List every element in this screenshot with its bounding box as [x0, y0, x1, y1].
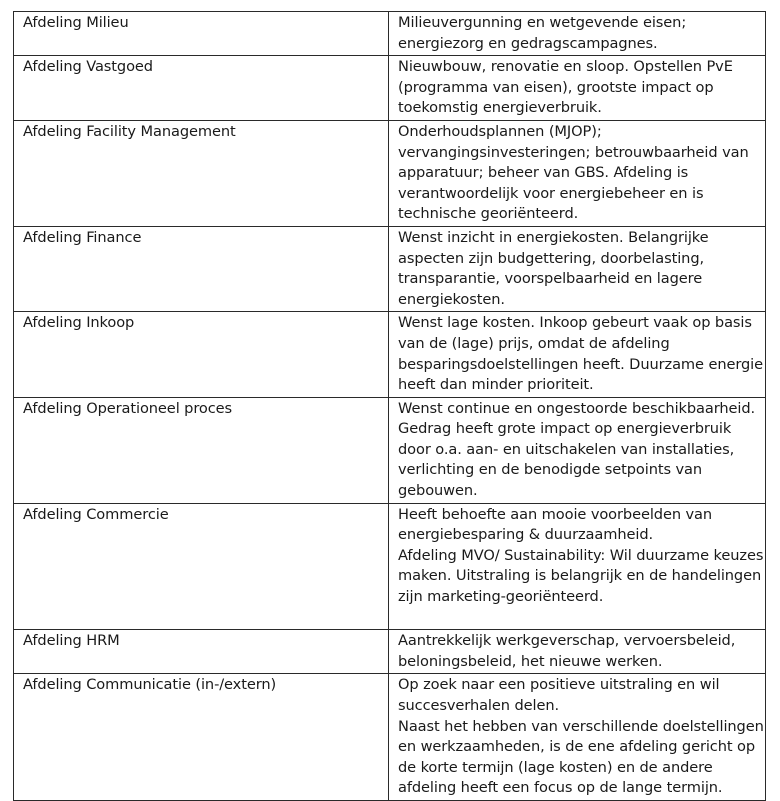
- table-row: [14, 120, 766, 226]
- description-line: Wenst lage kosten. Inkoop gebeurt vaak op basis: [398, 314, 752, 332]
- description-line: afdeling heeft een focus op de lange termijn.: [398, 779, 723, 797]
- description-line: Afdeling MVO/ Sustainability: Wil duurzame keuzes: [398, 546, 764, 564]
- department-cell: [14, 503, 389, 630]
- description-cell: [389, 397, 766, 503]
- description-line: energiekosten.: [398, 290, 505, 308]
- department-cell: [14, 674, 389, 801]
- department-name: Afdeling HRM: [23, 632, 120, 650]
- description-cell: [389, 674, 766, 801]
- description-line: vervangingsinvesteringen; betrouwbaarheid van: [398, 143, 749, 161]
- description-line: besparingsdoelstellingen heeft. Duurzame energie: [398, 355, 764, 373]
- description-line: Op zoek naar een positieve uitstraling en wil: [398, 676, 720, 694]
- description-cell: [389, 630, 766, 674]
- department-cell: [14, 12, 389, 56]
- description-line: door o.a. aan- en uitschakelen van installaties,: [398, 440, 735, 458]
- description-line: Heeft behoefte aan mooie voorbeelden van: [398, 505, 713, 523]
- description-line: gebouwen.: [398, 482, 478, 500]
- department-name: Afdeling Operationeel proces: [23, 399, 233, 417]
- department-cell: [14, 56, 389, 121]
- blank-line: [398, 608, 756, 629]
- description-line: transparantie, voorspelbaarheid en lagere: [398, 270, 703, 288]
- description-line: beloningsbeleid, het nieuwe werken.: [398, 652, 663, 670]
- department-cell: [14, 226, 389, 311]
- department-name: Afdeling Facility Management: [23, 122, 236, 140]
- table-body: [14, 12, 766, 801]
- description-line: van de (lage) prijs, omdat de afdeling: [398, 334, 670, 352]
- department-table: [13, 11, 766, 801]
- description-line: de korte termijn (lage kosten) en de andere: [398, 758, 713, 776]
- description-line: heeft dan minder prioriteit.: [398, 376, 594, 394]
- department-cell: [14, 312, 389, 397]
- description-line: Nieuwbouw, renovatie en sloop. Opstellen PvE: [398, 58, 733, 76]
- description-cell: [389, 120, 766, 226]
- description-line: Wenst continue en ongestoorde beschikbaarheid.: [398, 399, 756, 417]
- description-line: succesverhalen delen.: [398, 697, 560, 714]
- department-cell: [14, 120, 389, 226]
- department-name: Afdeling Vastgoed: [23, 58, 153, 76]
- table-row: [14, 312, 766, 397]
- description-line: aspecten zijn budgettering, doorbelasting,: [398, 249, 705, 267]
- department-cell: [14, 630, 389, 674]
- description-line: toekomstig energieverbruik.: [398, 99, 602, 117]
- description-cell: [389, 312, 766, 397]
- department-name: Afdeling Milieu: [23, 14, 129, 31]
- description-line: verlichting en de benodigde setpoints van: [398, 461, 703, 479]
- description-line: apparatuur; beheer van GBS. Afdeling is: [398, 164, 689, 182]
- description-line: energiebesparing & duurzaamheid.: [398, 526, 654, 544]
- description-cell: [389, 56, 766, 121]
- description-line: Gedrag heeft grote impact op energieverbruik: [398, 420, 732, 438]
- department-name: Afdeling Communicatie (in-/extern): [23, 676, 277, 694]
- department-name: Afdeling Finance: [23, 228, 142, 246]
- table-row: [14, 503, 766, 630]
- description-line: Naast het hebben van verschillende doelstellingen: [398, 717, 764, 735]
- description-line: technische georiënteerd.: [398, 205, 579, 223]
- description-line: Onderhoudsplannen (MJOP);: [398, 122, 602, 140]
- description-cell: [389, 503, 766, 630]
- description-line: Milieuvergunning en wetgevende eisen;: [398, 14, 687, 31]
- description-line: (programma van eisen), grootste impact op: [398, 78, 714, 96]
- description-line: zijn marketing-georiënteerd.: [398, 588, 604, 606]
- table-row: [14, 12, 766, 56]
- description-cell: [389, 12, 766, 56]
- description-line: energiezorg en gedragscampagnes.: [398, 34, 658, 52]
- table-row: [14, 226, 766, 311]
- table-row: [14, 56, 766, 121]
- table-row: [14, 674, 766, 801]
- description-line: Aantrekkelijk werkgeverschap, vervoersbeleid,: [398, 632, 736, 650]
- description-cell: [389, 226, 766, 311]
- table-row: [14, 630, 766, 674]
- department-name: Afdeling Commercie: [23, 505, 169, 523]
- department-cell: [14, 397, 389, 503]
- description-line: maken. Uitstraling is belangrijk en de handelingen: [398, 567, 762, 585]
- department-name: Afdeling Inkoop: [23, 314, 135, 332]
- description-line: verantwoordelijk voor energiebeheer en is: [398, 184, 704, 202]
- table-row: [14, 397, 766, 503]
- description-line: en werkzaamheden, is de ene afdeling gericht op: [398, 738, 756, 756]
- description-line: Wenst inzicht in energiekosten. Belangrijke: [398, 228, 709, 246]
